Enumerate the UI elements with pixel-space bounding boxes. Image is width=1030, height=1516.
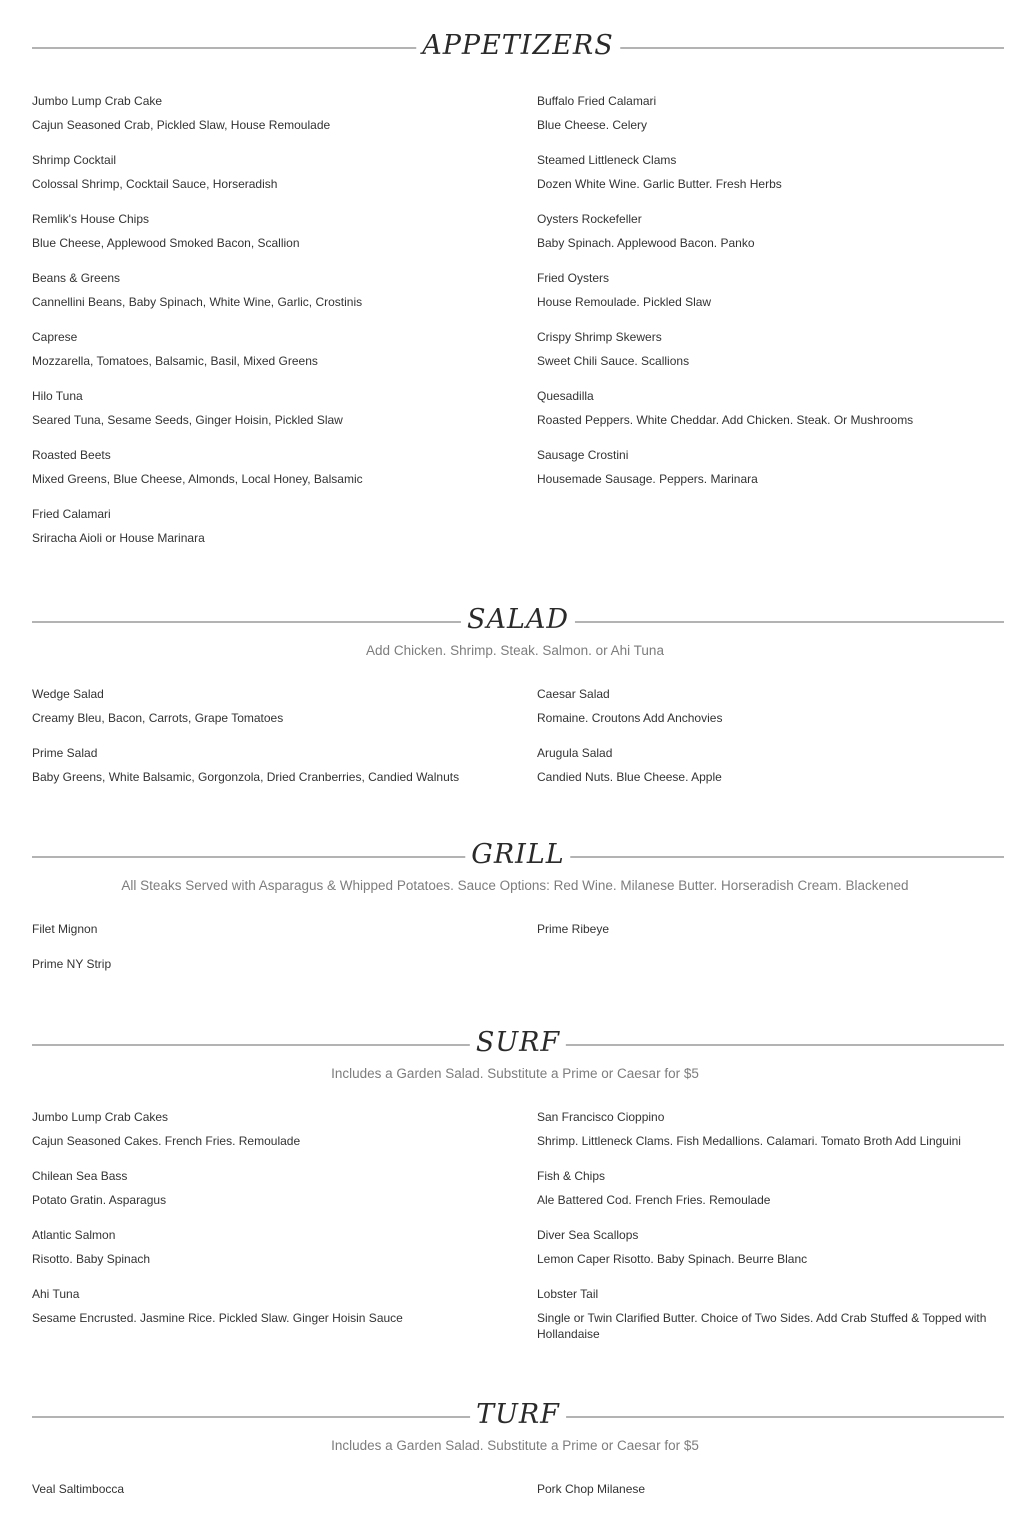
menu-items <box>0 686 1030 804</box>
item-description: Ale Battered Cod. French Fries. Remoulade <box>537 1193 771 1207</box>
menu-column-left <box>32 1109 537 1361</box>
section-header <box>32 839 1004 871</box>
item-name: Pork Chop Milanese <box>537 1482 646 1496</box>
menu-item <box>32 956 537 972</box>
menu-item <box>32 1286 537 1326</box>
item-name: Veal Saltimbocca <box>32 1482 125 1496</box>
menu-item <box>537 1481 1005 1497</box>
item-description: House Remoulade. Pickled Slaw <box>537 295 712 309</box>
item-description: Seared Tuna, Sesame Seeds, Ginger Hoisin, Pickled Slaw <box>32 413 343 427</box>
item-description: Housemade Sausage. Peppers. Marinara <box>537 472 758 486</box>
menu-item <box>537 745 1005 785</box>
item-description: Risotto. Baby Spinach <box>32 1252 151 1266</box>
menu-item <box>32 270 537 310</box>
item-name: Prime Ribeye <box>537 922 610 936</box>
surf-section <box>0 1027 1030 1361</box>
item-name: Crispy Shrimp Skewers <box>537 330 662 344</box>
item-description: Creamy Bleu, Bacon, Carrots, Grape Tomatoes <box>32 711 284 725</box>
item-description: Romaine. Croutons Add Anchovies <box>537 711 723 725</box>
item-description: Baby Spinach. Applewood Bacon. Panko <box>537 236 755 250</box>
section-title: GRILL <box>465 839 570 871</box>
item-name: Ahi Tuna <box>32 1287 80 1301</box>
menu-item <box>537 152 1005 192</box>
menu-item <box>537 329 1005 369</box>
item-name: Shrimp Cocktail <box>32 153 117 167</box>
menu-item <box>537 1109 1005 1149</box>
menu-item <box>32 388 537 428</box>
salad-section <box>0 604 1030 804</box>
item-name: Jumbo Lump Crab Cakes <box>32 1110 169 1124</box>
item-name: Caprese <box>32 330 78 344</box>
menu-item <box>537 921 1005 937</box>
menu-item <box>32 506 537 546</box>
menu-item <box>32 1481 537 1497</box>
item-description: Mixed Greens, Blue Cheese, Almonds, Local Honey, Balsamic <box>32 472 363 486</box>
section-note: Includes a Garden Salad. Substitute a Prime or Caesar for $5 <box>331 1066 699 1081</box>
item-name: Jumbo Lump Crab Cake <box>32 94 163 108</box>
menu-column-left <box>32 686 537 804</box>
item-name: Fried Oysters <box>537 271 610 285</box>
item-description: Cannellini Beans, Baby Spinach, White Wine, Garlic, Crostinis <box>32 295 363 309</box>
item-name: Caesar Salad <box>537 687 610 701</box>
menu-column-right <box>537 1481 1005 1516</box>
menu-items <box>0 93 1030 565</box>
appetizers-section <box>0 30 1030 565</box>
menu-item <box>32 329 537 369</box>
item-name: Roasted Beets <box>32 448 111 462</box>
menu-item <box>32 1109 537 1149</box>
item-description: Blue Cheese. Celery <box>537 118 648 132</box>
menu-item <box>537 1168 1005 1208</box>
item-name: Sausage Crostini <box>537 448 629 462</box>
menu-item <box>32 447 537 487</box>
menu-item <box>537 686 1005 726</box>
item-name: Arugula Salad <box>537 746 613 760</box>
item-description: Cajun Seasoned Cakes. French Fries. Remoulade <box>32 1134 301 1148</box>
section-header <box>32 1399 1004 1431</box>
menu-items <box>0 921 1030 991</box>
item-name: Fish & Chips <box>537 1169 606 1183</box>
menu-item <box>537 388 1005 428</box>
item-name: Quesadilla <box>537 389 594 403</box>
item-description: Lemon Caper Risotto. Baby Spinach. Beurre Blanc <box>537 1252 808 1266</box>
menu-column-right <box>537 93 1005 565</box>
item-description: Sweet Chili Sauce. Scallions <box>537 354 690 368</box>
item-name: Steamed Littleneck Clams <box>537 153 677 167</box>
section-header <box>32 604 1004 636</box>
item-name: Hilo Tuna <box>32 389 83 403</box>
item-name: Beans & Greens <box>32 271 121 285</box>
menu-item <box>32 1227 537 1267</box>
item-name: Atlantic Salmon <box>32 1228 116 1242</box>
section-header <box>32 1027 1004 1059</box>
section-header <box>32 30 1004 62</box>
item-description: Single or Twin Clarified Butter. Choice of Two Sides. Add Crab Stuffed & Topped with Hollandaise <box>537 1311 987 1341</box>
item-name: Buffalo Fried Calamari <box>537 94 657 108</box>
section-note: Includes a Garden Salad. Substitute a Prime or Caesar for $5 <box>331 1438 699 1453</box>
item-name: Oysters Rockefeller <box>537 212 642 226</box>
item-description: Shrimp. Littleneck Clams. Fish Medallions. Calamari. Tomato Broth Add Linguini <box>537 1134 961 1148</box>
menu-item <box>537 1286 1005 1342</box>
item-description: Sriracha Aioli or House Marinara <box>32 531 205 545</box>
menu-item <box>537 270 1005 310</box>
item-description: Cajun Seasoned Crab, Pickled Slaw, House Remoulade <box>32 118 331 132</box>
menu-item <box>32 152 537 192</box>
menu-item <box>32 921 537 937</box>
item-description: Roasted Peppers. White Cheddar. Add Chicken. Steak. Or Mushrooms <box>537 413 914 427</box>
item-description: Candied Nuts. Blue Cheese. Apple <box>537 770 722 784</box>
menu-column-left <box>32 93 537 565</box>
item-name: Lobster Tail <box>537 1287 599 1301</box>
item-description: Dozen White Wine. Garlic Butter. Fresh Herbs <box>537 177 782 191</box>
section-title: TURF <box>470 1399 566 1431</box>
section-note: Add Chicken. Shrimp. Steak. Salmon. or Ahi Tuna <box>366 643 664 658</box>
menu-item <box>32 745 537 785</box>
item-description: Potato Gratin. Asparagus <box>32 1193 167 1207</box>
menu-item <box>537 1227 1005 1267</box>
menu-item <box>32 1168 537 1208</box>
menu-item <box>32 211 537 251</box>
item-name: Prime Salad <box>32 746 98 760</box>
item-description: Blue Cheese, Applewood Smoked Bacon, Scallion <box>32 236 300 250</box>
item-name: Fried Calamari <box>32 507 111 521</box>
menu-item <box>537 447 1005 487</box>
menu-item <box>537 211 1005 251</box>
menu-column-left <box>32 921 537 991</box>
item-description: Baby Greens, White Balsamic, Gorgonzola, Dried Cranberries, Candied Walnuts <box>32 770 460 784</box>
section-note: All Steaks Served with Asparagus & Whipped Potatoes. Sauce Options: Red Wine. Milanese Butter. Horseradish Cream. Blackened <box>121 878 909 893</box>
item-description: Mozzarella, Tomatoes, Balsamic, Basil, Mixed Greens <box>32 354 318 368</box>
item-description: Colossal Shrimp, Cocktail Sauce, Horseradish <box>32 177 278 191</box>
menu-column-right <box>537 686 1005 804</box>
grill-section <box>0 839 1030 991</box>
section-title: APPETIZERS <box>416 30 620 62</box>
item-name: Wedge Salad <box>32 687 104 701</box>
item-name: Chilean Sea Bass <box>32 1169 128 1183</box>
turf-section <box>0 1399 1030 1516</box>
menu-item <box>32 93 537 133</box>
menu-column-left <box>32 1481 537 1516</box>
item-name: Remlik's House Chips <box>32 212 149 226</box>
menu-items <box>0 1109 1030 1361</box>
menu-column-right <box>537 921 1005 991</box>
menu-items <box>0 1481 1030 1516</box>
section-title: SALAD <box>461 604 575 636</box>
item-name: Diver Sea Scallops <box>537 1228 639 1242</box>
item-description: Sesame Encrusted. Jasmine Rice. Pickled Slaw. Ginger Hoisin Sauce <box>32 1311 403 1325</box>
menu-item <box>537 93 1005 133</box>
item-name: Filet Mignon <box>32 922 98 936</box>
item-name: Prime NY Strip <box>32 957 112 971</box>
section-title: SURF <box>470 1027 566 1059</box>
item-name: San Francisco Cioppino <box>537 1110 665 1124</box>
menu-column-right <box>537 1109 1005 1361</box>
menu-item <box>32 686 537 726</box>
